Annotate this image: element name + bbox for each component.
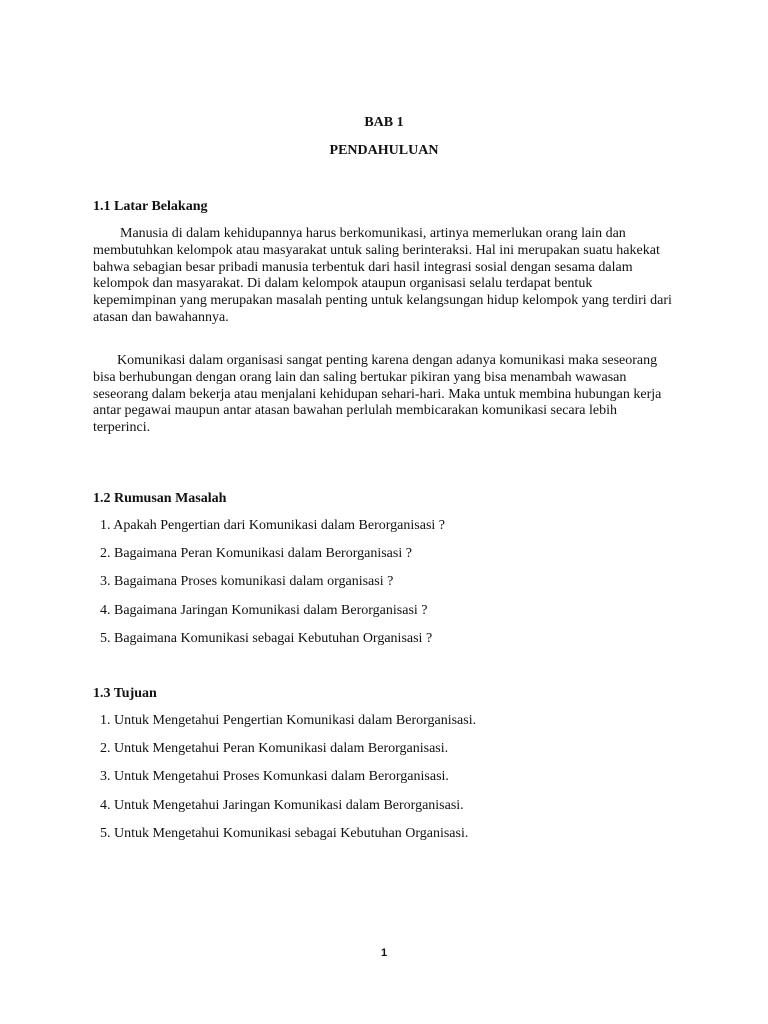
paragraph: Manusia di dalam kehidupannya harus berkomunikasi, artinya memerlukan orang lain dan membutuhkan kelompok atau masyarakat untuk saling berinteraksi. Hal ini merupakan suatu hakekat bahwa sebagian besar pribadi manusia terbentuk dari hasil integrasi sosial dengan sesama dalam kelompok dan masyarakat. Di dalam kelompok ataupun organisasi selalu terdapat bentuk kepemimpinan yang merupakan masalah penting untuk kelangsungan hidup kelompok yang terdiri dari atasan dan bawahannya. bbox=[93, 226, 672, 325]
chapter-title: PENDAHULUAN bbox=[329, 143, 439, 158]
list-item: 5. Bagaimana Komunikasi sebagai Kebutuhan Organisasi ? bbox=[100, 630, 433, 646]
section-heading-tujuan: 1.3 Tujuan bbox=[93, 686, 157, 701]
rumusan-masalah-list bbox=[100, 518, 445, 659]
chapter-label: BAB 1 bbox=[364, 115, 404, 130]
list-item: 2. Bagaimana Peran Komunikasi dalam Berorganisasi ? bbox=[100, 546, 412, 562]
section-heading-rumusan-masalah: 1.2 Rumusan Masalah bbox=[93, 491, 227, 506]
list-item: 4. Bagaimana Jaringan Komunikasi dalam Berorganisasi ? bbox=[100, 602, 428, 618]
page-number: 1 bbox=[380, 947, 388, 959]
section-heading-latar-belakang: 1.1 Latar Belakang bbox=[93, 199, 208, 214]
paragraph: Komunikasi dalam organisasi sangat penting karena dengan adanya komunikasi maka seseorang bisa berhubungan dengan orang lain dan saling bertukar pikiran yang bisa menambah wawasan seseorang dalam bekerja atau menjalani kehidupan sehari-hari. Maka untuk membina hubungan kerja antar pegawai maupun antar atasan bawahan perlulah membicarakan komunikasi secara lebih terperinci. bbox=[93, 353, 662, 436]
list-item: 1. Untuk Mengetahui Pengertian Komunikasi dalam Berorganisasi. bbox=[100, 713, 477, 728]
list-item: 1. Apakah Pengertian dari Komunikasi dalam Berorganisasi ? bbox=[100, 518, 445, 533]
list-item: 3. Bagaimana Proses komunikasi dalam organisasi ? bbox=[100, 574, 394, 590]
list-item: 4. Untuk Mengetahui Jaringan Komunikasi dalam Berorganisasi. bbox=[100, 797, 464, 813]
tujuan-list bbox=[100, 713, 476, 854]
list-item: 2. Untuk Mengetahui Peran Komunikasi dalam Berorganisasi. bbox=[100, 741, 449, 757]
list-item: 3. Untuk Mengetahui Proses Komunkasi dalam Berorganisasi. bbox=[100, 769, 449, 785]
list-item: 5. Untuk Mengetahui Komunikasi sebagai Kebutuhan Organisasi. bbox=[100, 825, 469, 841]
